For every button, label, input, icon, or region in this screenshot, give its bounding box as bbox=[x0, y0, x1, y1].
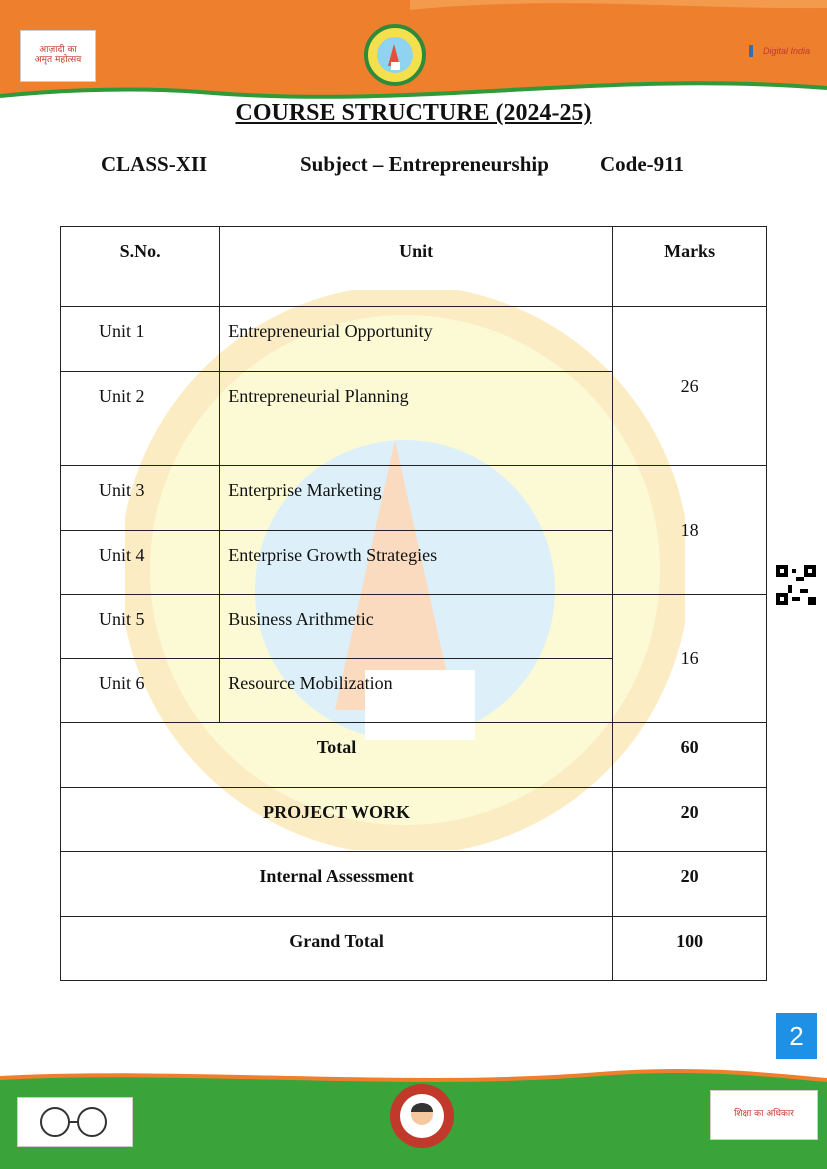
table-row bbox=[61, 466, 767, 531]
course-structure-table bbox=[60, 226, 767, 981]
summary-row bbox=[61, 788, 767, 852]
page-title: COURSE STRUCTURE (2024-25) bbox=[235, 100, 592, 126]
summary-row bbox=[61, 852, 767, 917]
subject-label: Subject – Entrepreneurship bbox=[300, 152, 549, 176]
unit-sno: Unit 4 bbox=[61, 531, 220, 595]
unit-sno: Unit 3 bbox=[61, 466, 220, 531]
unit-sno: Unit 2 bbox=[61, 372, 220, 466]
unit-sno: Unit 1 bbox=[61, 307, 220, 372]
unit-group-marks: 18 bbox=[613, 466, 767, 595]
summary-marks: 20 bbox=[613, 852, 767, 917]
beti-bachao-icon bbox=[388, 1082, 456, 1150]
unit-name: Enterprise Marketing bbox=[220, 466, 613, 531]
summary-label: Internal Assessment bbox=[61, 852, 613, 917]
glasses-icon bbox=[30, 1104, 120, 1140]
summary-label: PROJECT WORK bbox=[61, 788, 613, 852]
header-marks: Marks bbox=[613, 227, 767, 307]
table-row bbox=[61, 595, 767, 659]
unit-name: Entrepreneurial Opportunity bbox=[220, 307, 613, 372]
page-number: 2 bbox=[776, 1013, 817, 1059]
digital-india-logo bbox=[742, 38, 812, 64]
summary-marks: 60 bbox=[613, 723, 767, 788]
summary-row bbox=[61, 723, 767, 788]
digital-india-icon bbox=[742, 42, 760, 60]
table-row bbox=[61, 307, 767, 372]
unit-sno: Unit 6 bbox=[61, 659, 220, 723]
header-sno: S.No. bbox=[61, 227, 220, 307]
summary-label: Total bbox=[61, 723, 613, 788]
summary-row bbox=[61, 917, 767, 981]
azadi-logo: आज़ादी का अमृत महोत्सव bbox=[20, 30, 96, 82]
summary-marks: 100 bbox=[613, 917, 767, 981]
unit-name: Entrepreneurial Planning bbox=[220, 372, 613, 466]
qr-code-icon[interactable] bbox=[776, 565, 816, 605]
unit-name: Resource Mobilization bbox=[220, 659, 613, 723]
summary-marks: 20 bbox=[613, 788, 767, 852]
class-label: CLASS-XII bbox=[101, 152, 208, 176]
table-header-row bbox=[61, 227, 767, 307]
board-emblem-icon bbox=[364, 24, 426, 86]
shiksha-ka-adhikar-logo: शिक्षा का अधिकार bbox=[710, 1090, 818, 1140]
unit-sno: Unit 5 bbox=[61, 595, 220, 659]
unit-group-marks: 16 bbox=[613, 595, 767, 723]
unit-name: Enterprise Growth Strategies bbox=[220, 531, 613, 595]
summary-label: Grand Total bbox=[61, 917, 613, 981]
digital-india-label: Digital India bbox=[763, 46, 811, 56]
code-label: Code-911 bbox=[600, 152, 684, 176]
unit-group-marks: 26 bbox=[613, 307, 767, 466]
unit-name: Business Arithmetic bbox=[220, 595, 613, 659]
swachh-bharat-logo bbox=[17, 1097, 133, 1147]
header-unit: Unit bbox=[220, 227, 613, 307]
